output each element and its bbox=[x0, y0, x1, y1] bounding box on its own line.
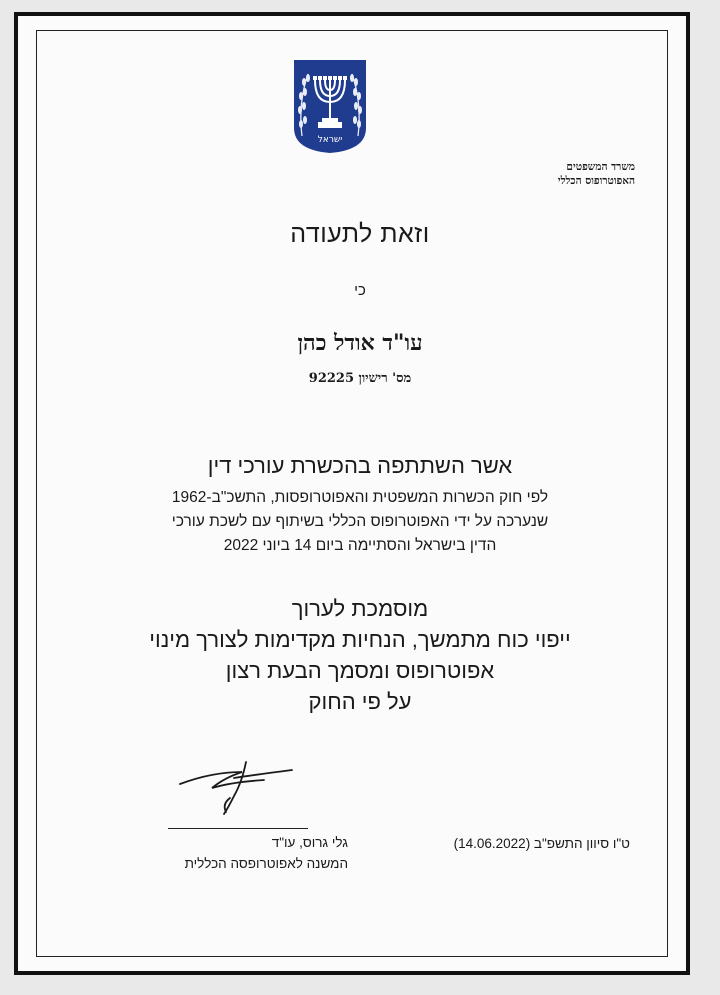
signer-name: גלי גרוס, עו"ד bbox=[271, 835, 348, 850]
issue-date: ט"ו סיוון התשפ"ב (14.06.2022) bbox=[453, 836, 630, 851]
signer-block bbox=[108, 832, 348, 874]
authorization-line: מוסמכת לערוך bbox=[291, 596, 429, 621]
course-details-line: לפי חוק הכשרות המשפטית והאפוטרופסות, התשכ"ב-1962 bbox=[171, 489, 549, 506]
signer-role: המשנה לאפוטרופסה הכללית bbox=[184, 856, 348, 871]
authorization-line: ייפוי כוח מתמשך, הנחיות מקדימות לצורך מינוי bbox=[149, 627, 571, 652]
signature-line bbox=[168, 828, 308, 829]
ministry-name: משרד המשפטים bbox=[566, 161, 635, 173]
license-number: מס' רישיון 92225 bbox=[308, 371, 412, 386]
state-emblem-icon bbox=[292, 58, 368, 154]
department-name: האפוטרופוס הכללי bbox=[557, 175, 635, 187]
emblem-caption: ישראל bbox=[317, 135, 343, 145]
certificate-ki: כי bbox=[354, 282, 366, 299]
ministry-header bbox=[455, 160, 635, 188]
recipient-name: עו"ד אודל כהן bbox=[297, 330, 423, 356]
course-statement: אשר השתתפה בהכשרת עורכי דין bbox=[207, 453, 513, 478]
course-details-line: שנערכה על ידי האפוטרופוס הכללי בשיתוף עם לשכת עורכי bbox=[171, 513, 549, 530]
authorization-line: על פי החוק bbox=[308, 689, 412, 714]
course-details-line: הדין בישראל והסתיימה ביום 14 ביוני 2022 bbox=[223, 537, 497, 554]
authorization-line: אפוטרופוס ומסמך הבעת רצון bbox=[225, 658, 495, 683]
certificate-title: וזאת לתעודה bbox=[290, 220, 430, 248]
handwritten-signature bbox=[172, 752, 302, 822]
authorization-statement bbox=[60, 593, 660, 717]
course-details bbox=[70, 486, 650, 558]
